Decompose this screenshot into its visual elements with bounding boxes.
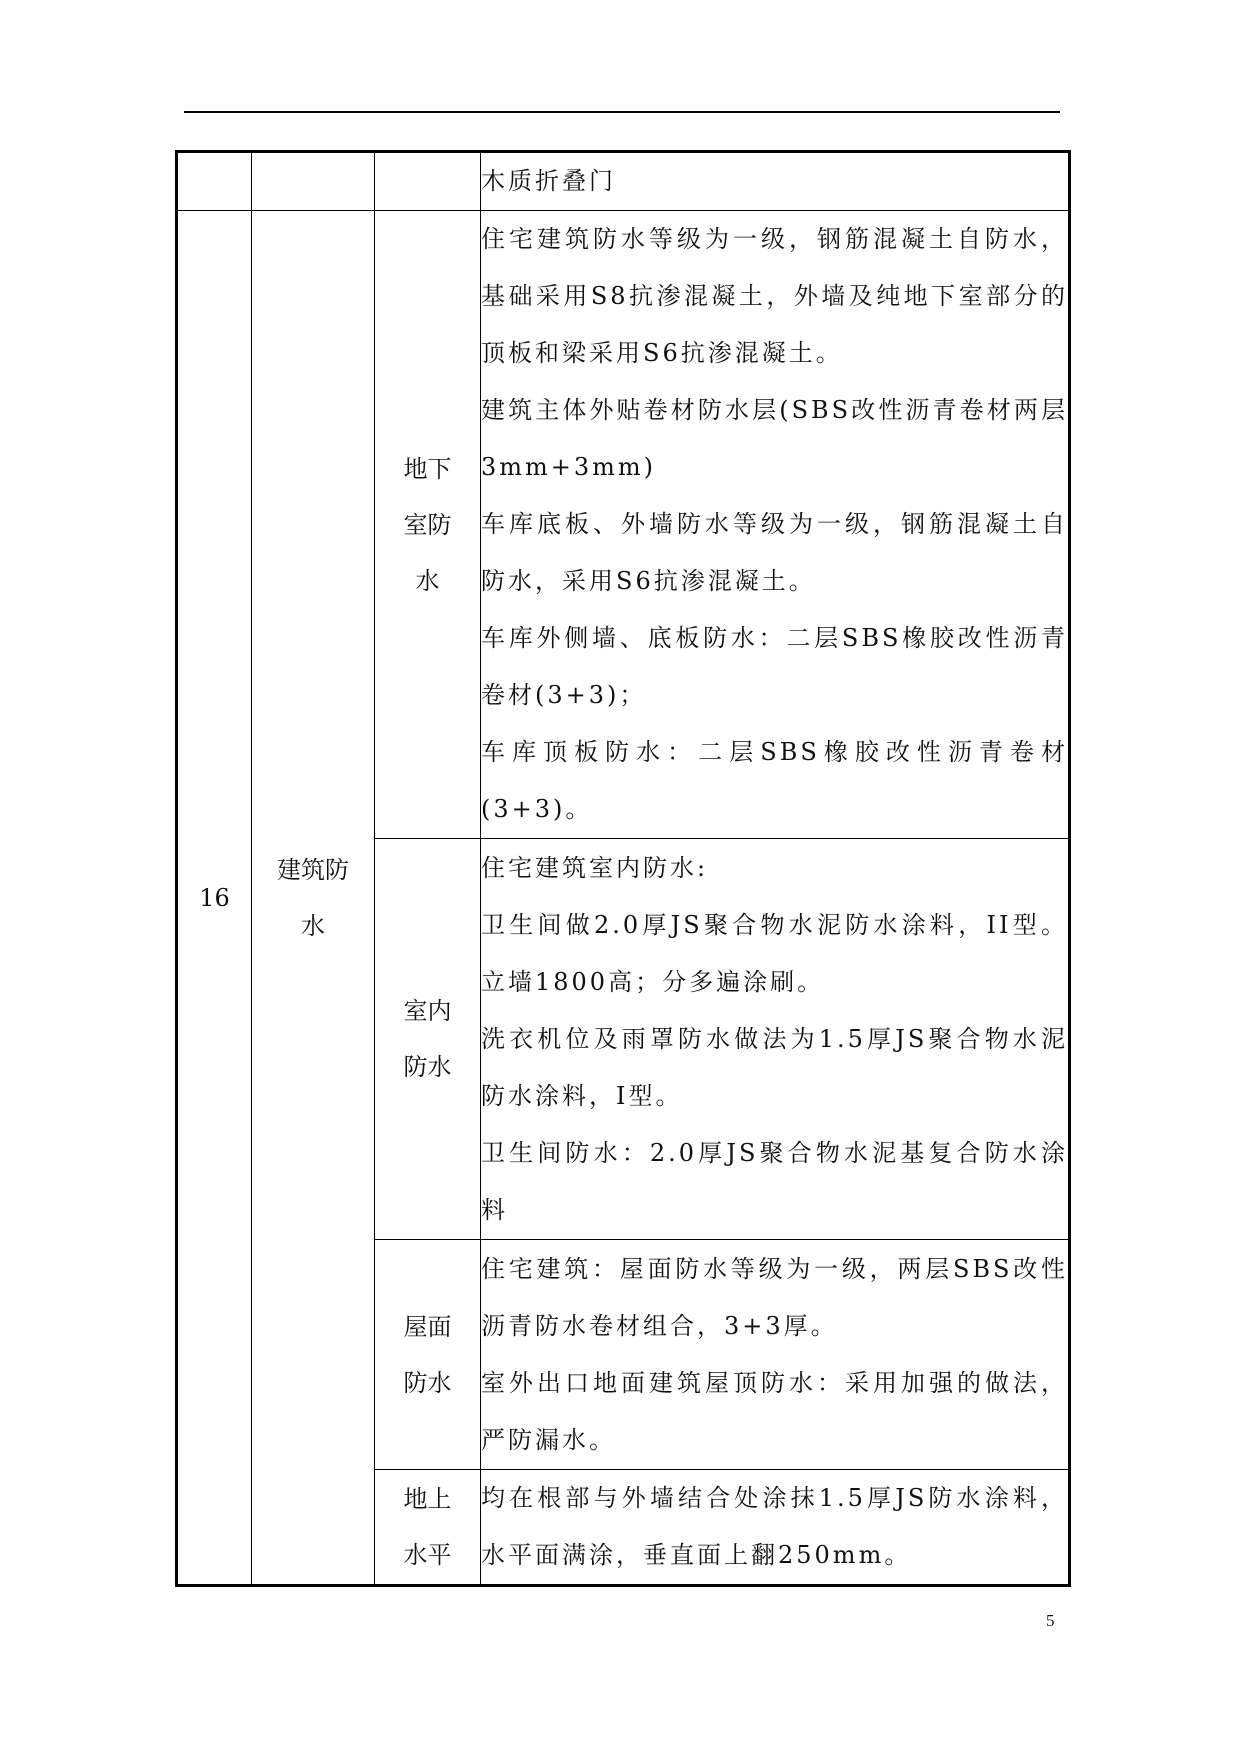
description-text: 木质折叠门 (481, 167, 616, 195)
description-paragraph: 室外出口地面建筑屋顶防水：采用加强的做法，严防漏水。 (481, 1368, 1068, 1454)
description-paragraph: 车库外侧墙、底板防水：二层SBS橡胶改性沥青卷材(3+3)； (481, 624, 1068, 709)
spec-table (175, 150, 1071, 1587)
description-cell (481, 152, 1070, 211)
description-cell (481, 1240, 1070, 1470)
description-cell (481, 1470, 1070, 1586)
subcategory-cell (375, 1470, 481, 1586)
subcategory-cell (375, 839, 481, 1240)
subcategory-line: 水 (415, 566, 440, 595)
table-row (177, 211, 1070, 839)
subcategory-line: 防水 (403, 1053, 452, 1081)
description-paragraph: 卫生间防水：2.0厚JS聚合物水泥基复合防水涂料 (481, 1138, 1068, 1224)
category-cell (252, 152, 375, 211)
subcategory-cell (375, 152, 481, 211)
description-cell (481, 839, 1070, 1240)
description-paragraph: 建筑主体外贴卷材防水层(SBS改性沥青卷材两层3mm+3mm) (481, 396, 1068, 481)
subcategory-line: 屋面 (403, 1312, 452, 1341)
subcategory-line: 防水 (403, 1368, 452, 1397)
table-row (177, 152, 1070, 211)
subcategory-cell (375, 1240, 481, 1470)
category-cell (252, 211, 375, 1586)
description-paragraph: 均在根部与外墙结合处涂抹1.5厚JS防水涂料，水平面满涂，垂直面上翻250mm。 (481, 1484, 1068, 1569)
description-paragraph: 卫生间做2.0厚JS聚合物水泥防水涂料，II型。立墙1800高；分多遍涂刷。 (481, 910, 1068, 996)
page-number: 5 (1046, 1611, 1055, 1630)
item-number-cell (177, 152, 252, 211)
description-paragraph: 住宅建筑室内防水: (481, 853, 709, 882)
subcategory-line: 地上 (403, 1485, 452, 1513)
description-cell (481, 211, 1070, 839)
description-paragraph: 车库底板、外墙防水等级为一级，钢筋混凝土自防水，采用S6抗渗混凝土。 (481, 510, 1068, 595)
subcategory-cell (375, 211, 481, 839)
subcategory-line: 水平 (403, 1541, 452, 1569)
category-line: 水 (301, 911, 325, 940)
description-paragraph: 洗衣机位及雨罩防水做法为1.5厚JS聚合物水泥防水涂料，I型。 (481, 1024, 1068, 1110)
category-line: 建筑防 (277, 855, 349, 884)
subcategory-line: 地下 (403, 454, 452, 483)
item-number-cell: 16 (177, 211, 252, 1586)
subcategory-line: 室内 (403, 997, 452, 1025)
description-paragraph: 住宅建筑：屋面防水等级为一级，两层SBS改性沥青防水卷材组合，3+3厚。 (481, 1254, 1068, 1340)
description-paragraph: 车库顶板防水：二层SBS橡胶改性沥青卷材(3+3)。 (481, 738, 1068, 823)
description-paragraph: 住宅建筑防水等级为一级，钢筋混凝土自防水，基础采用S8抗渗混凝土，外墙及纯地下室部分的顶板和梁采用S6抗渗混凝土。 (481, 225, 1068, 367)
subcategory-line: 室防 (403, 510, 452, 539)
header-rule (184, 111, 1060, 113)
